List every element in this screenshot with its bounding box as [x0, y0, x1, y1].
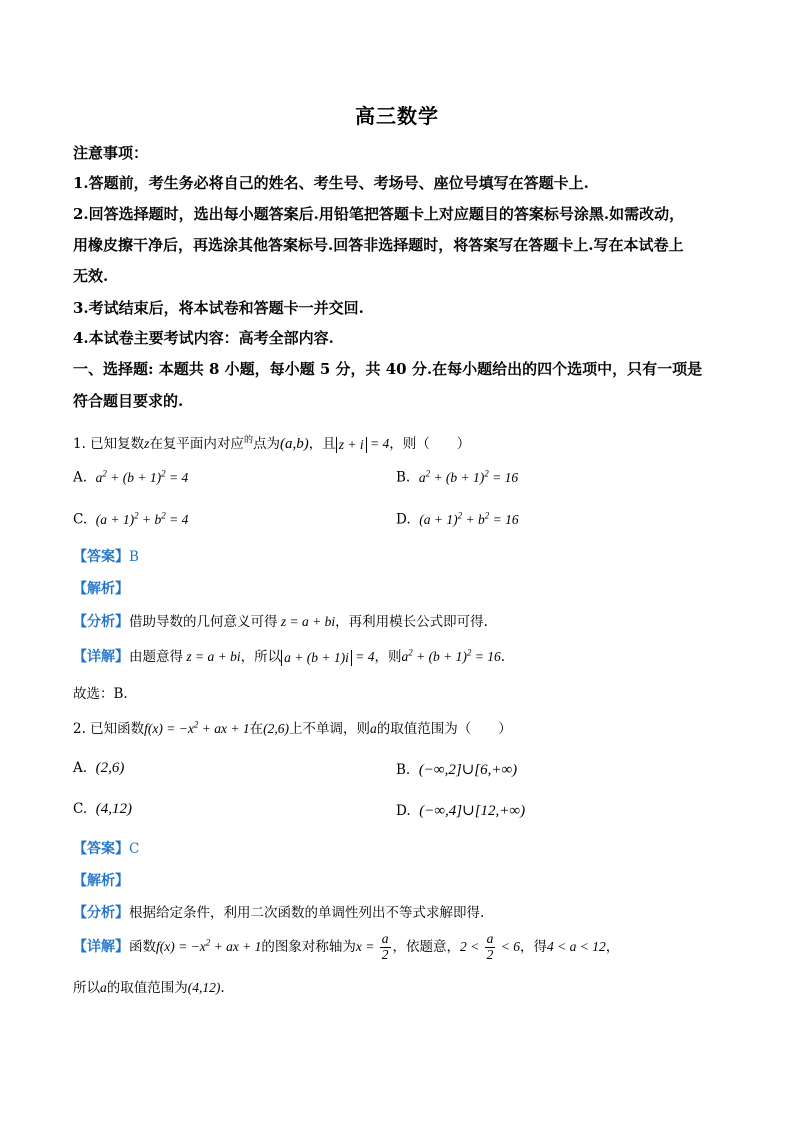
q2-xiangjie: 【详解】函数$f(x) = -x^2$ + ax + 1的图象对称轴为x = $\frac{a}{2}$ ，依题意，2 < $\frac{a}{2}$ < 6，得4 < a < 12， — [73, 931, 620, 962]
q2-conclusion: 所以a的取值范围为(4,12). — [73, 980, 225, 996]
section-heading-line-1: 一、选择题: 本题共 8 小题，每小题 5 分，共 40 分.在每小题给出的四个选项中，只有一项是 — [73, 360, 703, 378]
q2-option-b: B. (−∞,2]∪[6,+∞) — [396, 762, 518, 778]
q1-answer: 【答案】B — [73, 549, 139, 565]
q2-option-a: A. (2,6) — [73, 760, 125, 776]
q1-stem: 1. 已知复数z在复平面内对应$^的$点为(a,b)，且 z + i = 4，则（ ） — [73, 435, 471, 452]
notice-item-2-line-2: 用橡皮擦干净后，再选涂其他答案标号.回答非选择题时，将答案写在答题卡上.写在本试卷上 — [73, 236, 684, 254]
notice-item-3: 3.考试结束后，将本试卷和答题卡一并交回. — [73, 299, 364, 317]
notice-item-4: 4.本试卷主要考试内容：高考全部内容. — [73, 329, 334, 347]
q2-option-c: C. (4,12) — [73, 801, 132, 817]
q2-stem: 2. 已知函数$f(x) = -x^2$ + ax + 1在(2,6)上不单调，则a的取值范围为（ ） — [73, 719, 512, 737]
q2-answer: 【答案】C — [73, 841, 140, 857]
q1-option-a: A. $a^2 + (b + 1)^2 = 4$ — [73, 468, 189, 486]
notice-item-2-line-1: 2.回答选择题时，选出每小题答案后.用铅笔把答题卡上对应题目的答案标号涂黑.如需改动， — [73, 205, 685, 223]
q1-fenxi: 【分析】借助导数的几何意义可得 z = a + bi，再利用模长公式即可得. — [73, 614, 488, 630]
q1-option-b: B. $a^2 + (b + 1)^2 = 16$ — [396, 468, 519, 486]
page-title: 高三数学 — [355, 104, 439, 128]
notice-item-2-line-3: 无效. — [73, 267, 109, 285]
notice-item-1: 1.答题前，考生务必将自己的姓名、考生号、考场号、座位号填写在答题卡上. — [73, 174, 589, 192]
q1-xiangjie: 【详解】由题意得 z = a + bi，所以 a + (b + 1)i = 4，则$a^2 + (b + 1)^2 = 16$. — [73, 647, 506, 665]
q1-option-d: D. $(a + 1)^2 + b^2 = 16$ — [396, 510, 519, 528]
q2-option-d: D. (−∞,4]∪[12,+∞) — [396, 803, 526, 819]
q1-option-c: C. $(a + 1)^2 + b^2 = 4$ — [73, 510, 189, 528]
q2-analysis-tag: 【解析】 — [73, 873, 129, 889]
section-heading-line-2: 符合题目要求的. — [73, 392, 184, 410]
q1-analysis-tag: 【解析】 — [73, 581, 129, 597]
q2-fenxi: 【分析】根据给定条件，利用二次函数的单调性列出不等式求解即得. — [73, 905, 485, 921]
q1-conclusion: 故选：B. — [73, 686, 128, 702]
notice-heading: 注意事项： — [73, 144, 149, 162]
